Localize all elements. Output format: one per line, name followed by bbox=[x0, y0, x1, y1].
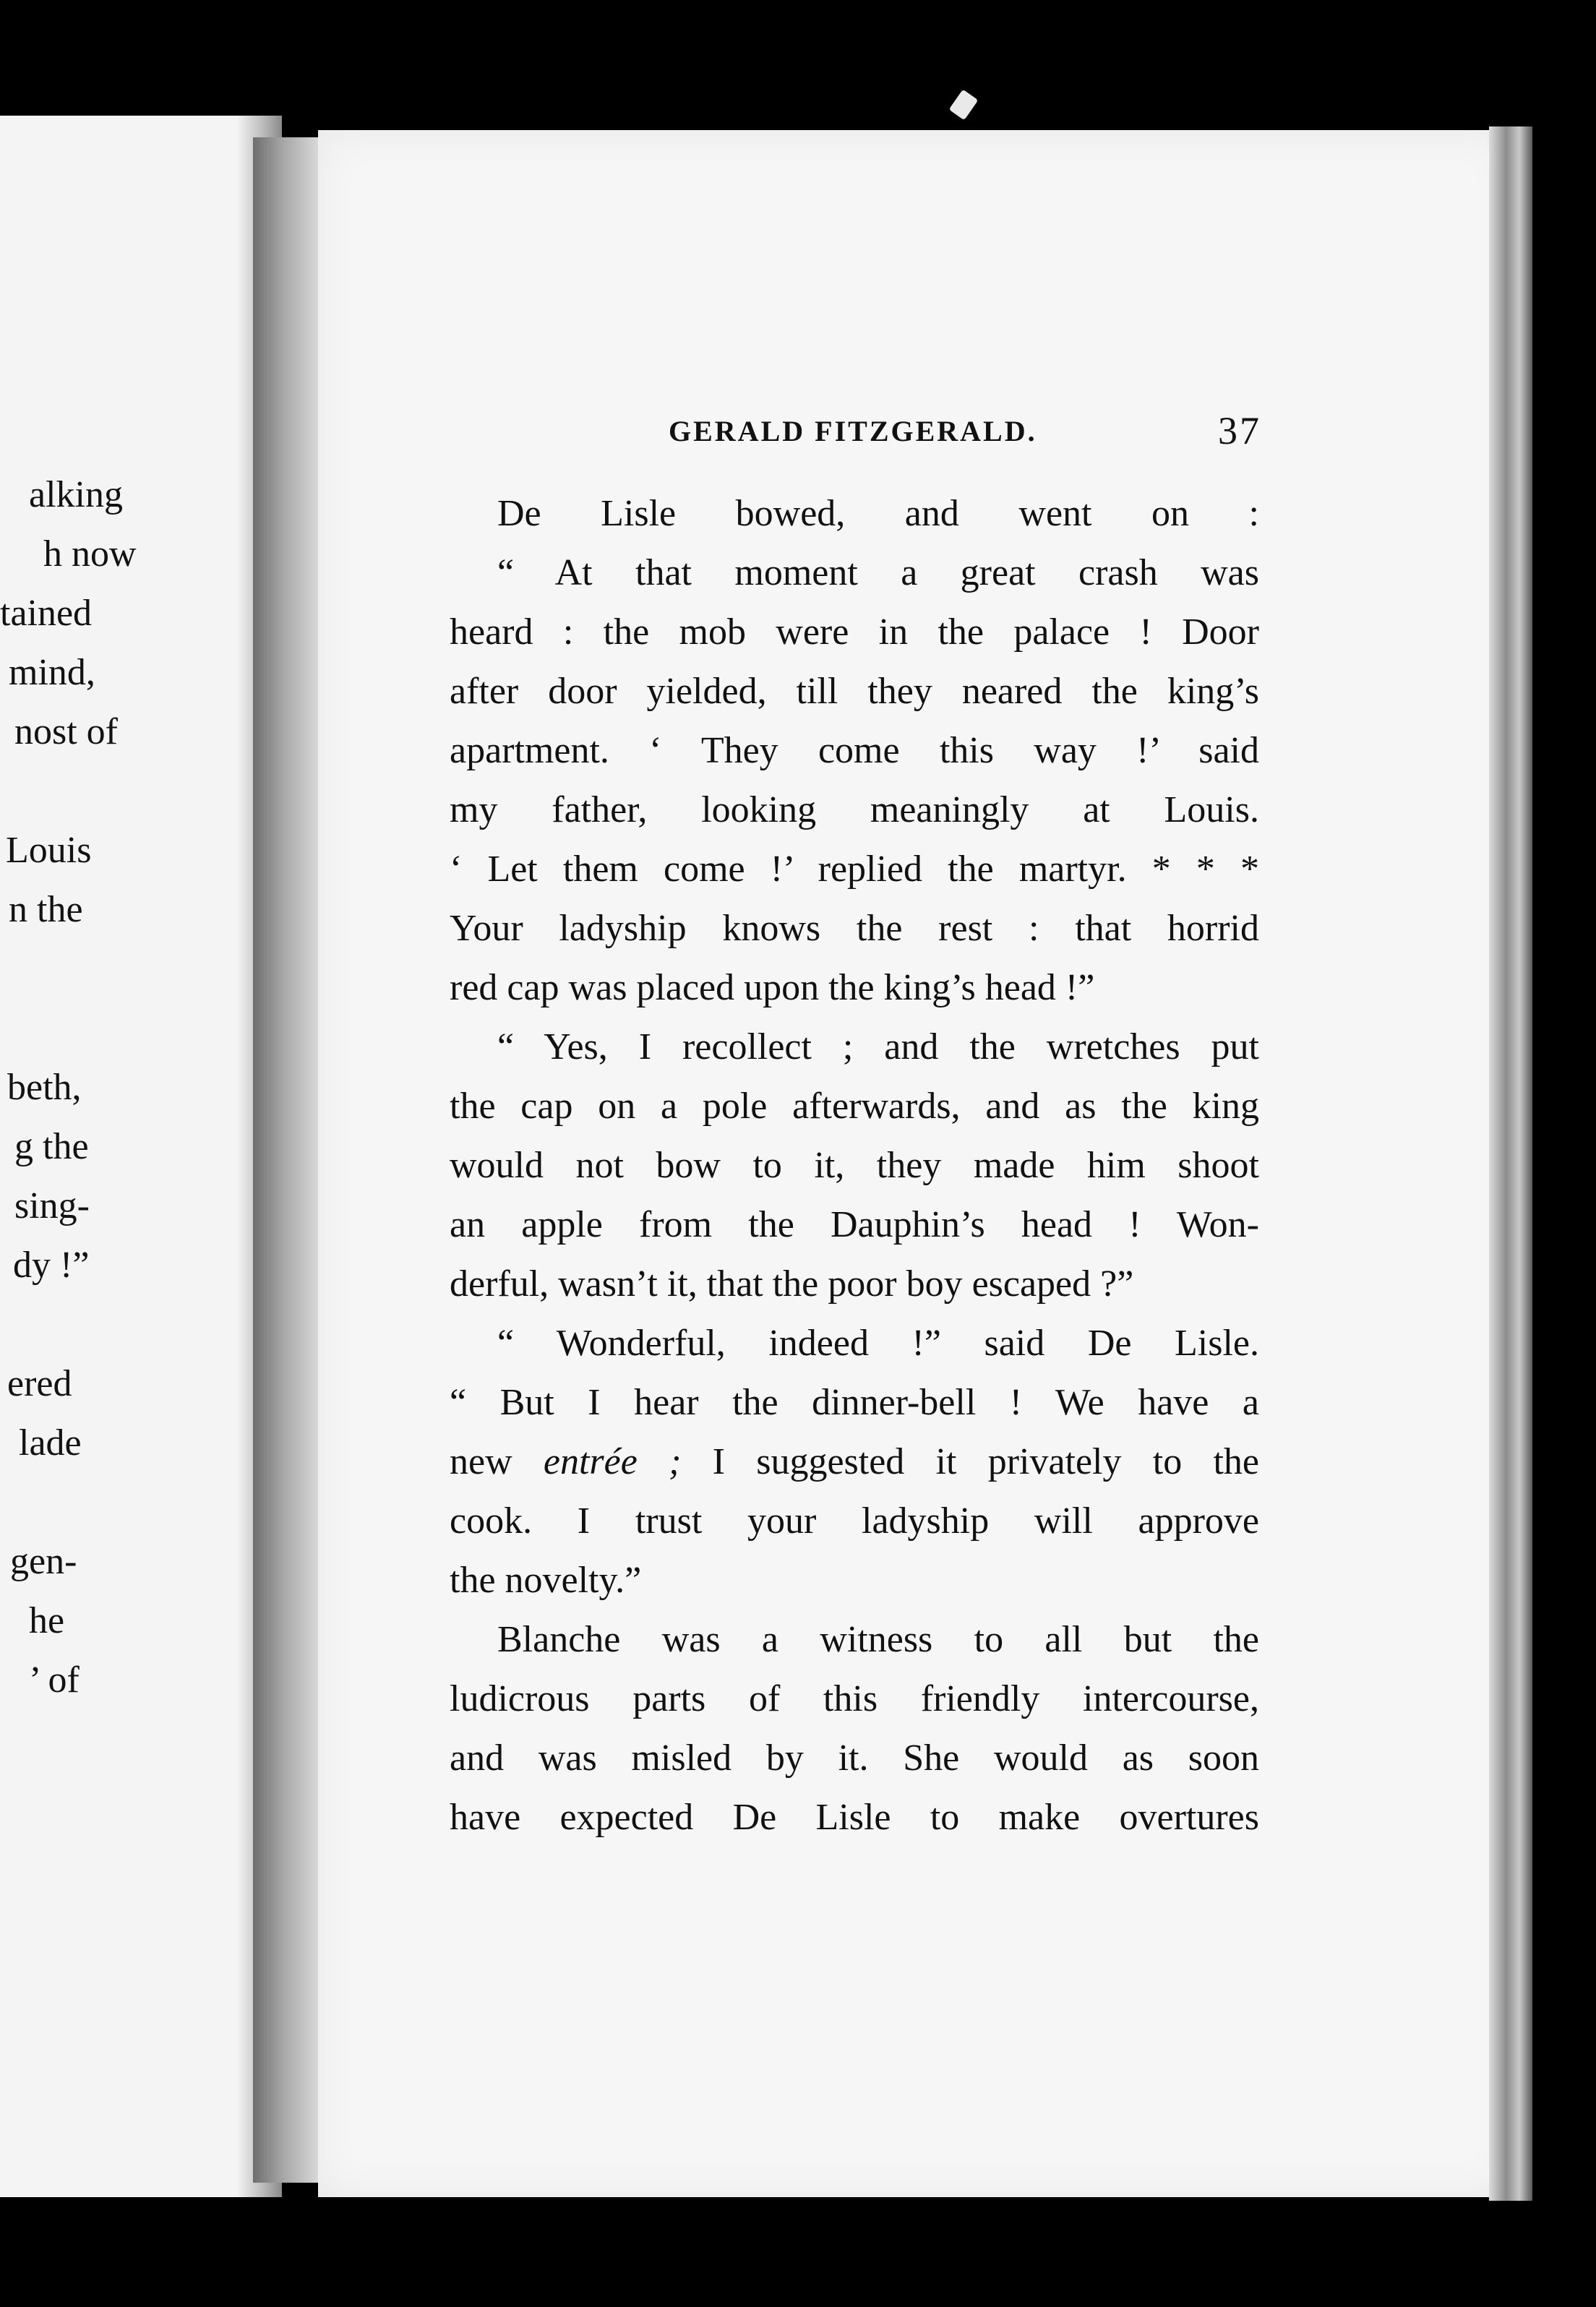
page-number: 37 bbox=[1218, 409, 1261, 452]
text-line: “ Wonderful, indeed !” said De Lisle. bbox=[497, 1323, 1259, 1364]
text-line: the cap on a pole afterwards, and as the king bbox=[450, 1086, 1259, 1127]
text-line: apartment. ‘ They come this way !’ said bbox=[450, 730, 1259, 771]
text-line: cook. I trust your ladyship will approve bbox=[450, 1500, 1259, 1542]
text-line: would not bow to it, they made him shoot bbox=[450, 1145, 1259, 1186]
text-line: after door yielded, till they neared the king’s bbox=[450, 671, 1259, 712]
page-edge bbox=[1489, 126, 1532, 2201]
left-line: ’ of bbox=[29, 1659, 80, 1701]
left-line: tained bbox=[0, 593, 93, 634]
left-line: beth, bbox=[7, 1067, 82, 1108]
text-line: De Lisle bowed, and went on : bbox=[497, 493, 1259, 534]
text-line: have expected De Lisle to make overtures bbox=[450, 1797, 1259, 1838]
page-header bbox=[669, 408, 1261, 452]
left-line: dy !” bbox=[13, 1245, 90, 1286]
italic-word: entrée ; bbox=[543, 1441, 682, 1482]
left-line: mind, bbox=[9, 652, 95, 693]
left-line: Louis bbox=[6, 830, 92, 871]
left-line: h now bbox=[43, 533, 137, 575]
text-line: “ Yes, I recollect ; and the wretches put bbox=[497, 1026, 1259, 1067]
text-line: my father, looking meaningly at Louis. bbox=[450, 789, 1259, 830]
text-line: Blanche was a witness to all but the bbox=[497, 1619, 1259, 1660]
left-line: alking bbox=[29, 474, 123, 515]
text-line: the novelty.” bbox=[450, 1560, 642, 1601]
text-line: ludicrous parts of this friendly intercourse, bbox=[450, 1678, 1259, 1719]
left-line: ered bbox=[7, 1363, 72, 1404]
running-title: GERALD FITZGERALD. bbox=[669, 415, 1037, 447]
text-line: heard : the mob were in the palace ! Door bbox=[450, 611, 1259, 653]
text-line: Your ladyship knows the rest : that horrid bbox=[450, 908, 1259, 949]
text-line: and was misled by it. She would as soon bbox=[450, 1737, 1259, 1779]
left-line: nost of bbox=[14, 711, 118, 752]
left-line: gen- bbox=[10, 1541, 77, 1582]
facing-page-left bbox=[0, 116, 282, 2197]
text-line: “ But I hear the dinner-bell ! We have a bbox=[450, 1382, 1259, 1423]
body-text bbox=[450, 484, 1259, 1847]
text-line: an apple from the Dauphin’s head ! Won- bbox=[450, 1204, 1259, 1245]
left-line: g the bbox=[14, 1126, 89, 1167]
text-line bbox=[450, 1432, 1259, 1492]
text-line: “ At that moment a great crash was bbox=[497, 552, 1259, 593]
text-line: derful, wasn’t it, that the poor boy escaped ?” bbox=[450, 1263, 1134, 1305]
text-segment: new bbox=[450, 1441, 544, 1482]
text-line: red cap was placed upon the king’s head !” bbox=[450, 967, 1095, 1008]
left-line: lade bbox=[19, 1422, 82, 1464]
left-line: n the bbox=[9, 889, 83, 930]
text-segment: I suggested it privately to the bbox=[681, 1441, 1259, 1482]
left-line: sing- bbox=[14, 1185, 90, 1226]
text-line: ‘ Let them come !’ replied the martyr. * * * bbox=[450, 849, 1259, 890]
left-line: he bbox=[29, 1600, 65, 1641]
paper-fleck bbox=[949, 90, 979, 121]
